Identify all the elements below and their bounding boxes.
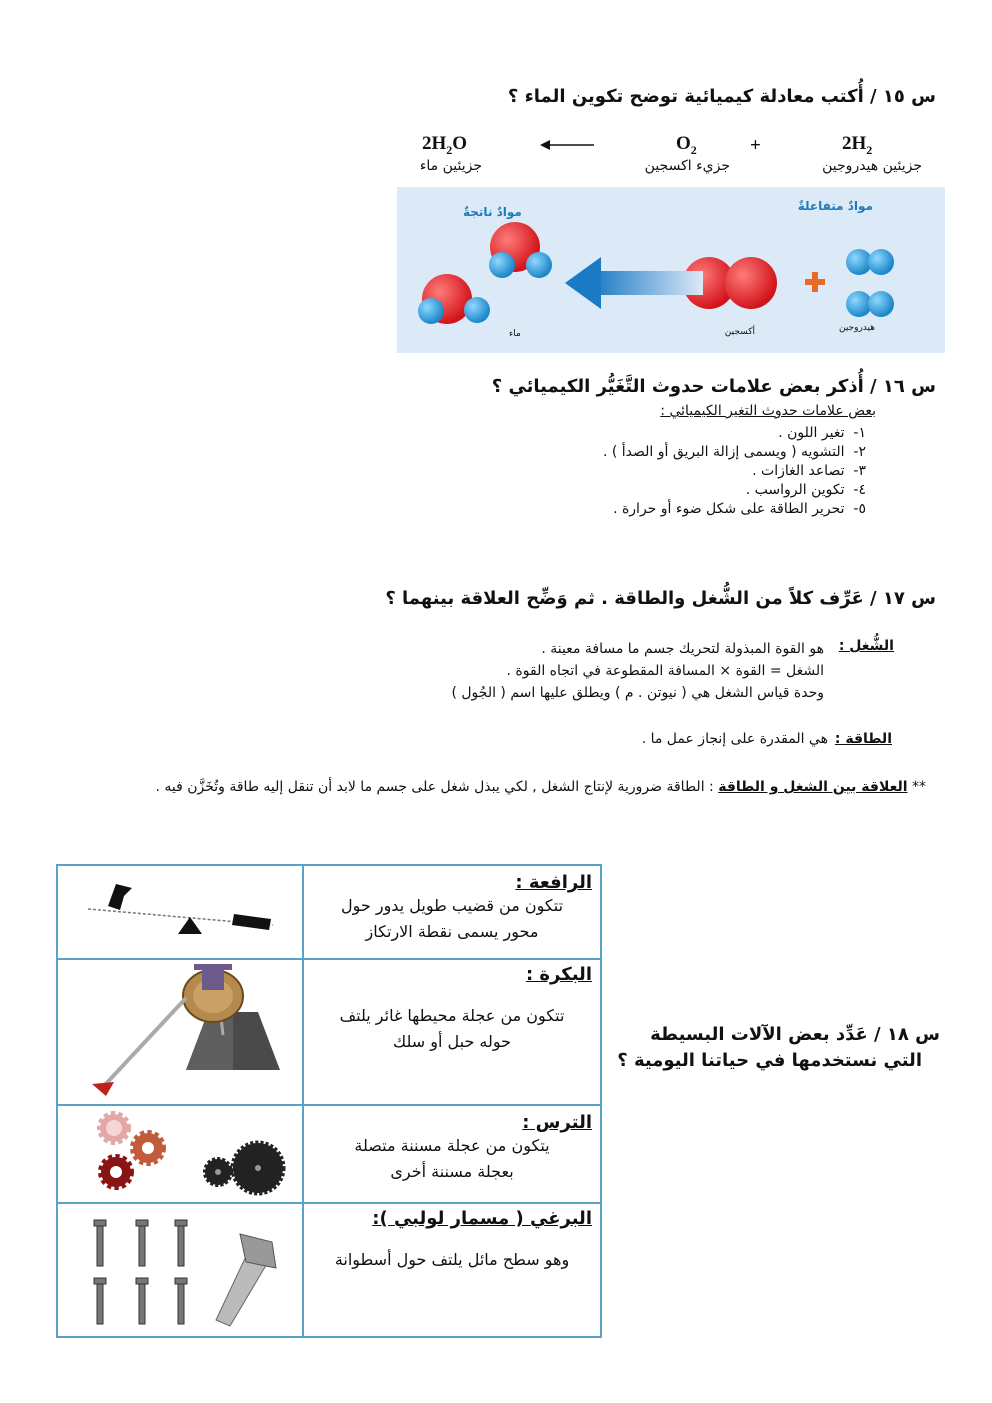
work-line: هو القوة المبذولة لتحريك جسم ما مسافة معينة . — [541, 641, 824, 657]
gear-cell — [303, 1105, 601, 1203]
table-row — [57, 1203, 601, 1337]
work-unit: وحدة قياس الشغل هي ( نيوتن . م ) ويطلق عليها اسم ( الجُول ) — [451, 685, 824, 701]
eq-h2: $2H_2$ — [842, 133, 873, 157]
relation-prefix: ** — [912, 779, 926, 795]
work-definition — [451, 638, 824, 704]
screw-cell — [303, 1203, 601, 1337]
relation-title: العلاقة بين الشغل و الطاقة — [718, 779, 908, 795]
machines-table — [56, 864, 602, 1338]
gear-desc-1: يتكون من عجلة مسننة متصلة — [354, 1136, 550, 1155]
reactants-label: موادٌ متفاعلةٌ — [797, 199, 873, 213]
gear-image — [57, 1105, 303, 1203]
screw-image — [57, 1203, 303, 1337]
pulley-cell — [303, 959, 601, 1105]
reaction-arrow-icon — [565, 257, 703, 309]
q18-title-line2: التي نستخدمها في حياتنا اليومية ؟ — [617, 1050, 922, 1071]
screw-icon — [58, 1204, 302, 1332]
list-item: ٤- تكوين الرواسب . — [745, 482, 866, 498]
water-label: ماء — [509, 329, 521, 339]
energy-title: الطاقة : — [834, 731, 892, 747]
water-molecule — [418, 274, 490, 324]
list-item: ٢- التشويه ( ويسمى إزالة البريق أو الصدأ ) . — [602, 444, 866, 460]
lever-image — [57, 865, 303, 959]
label-hydrogen: جزيئين هيدروجين — [822, 158, 922, 174]
eq-water: $2H_2O$ — [422, 133, 468, 157]
relation-text: : الطاقة ضرورية لإنتاج الشغل , لكي يبذل شغل على جسم ما لابد أن تنقل إليه طاقة وتُخَزَّن فيه . — [155, 779, 719, 795]
plus-icon — [805, 272, 825, 292]
q15-title: س ١٥ / أُكتب معادلة كيميائية توضح تكوين الماء ؟ — [507, 86, 936, 107]
q16-title: س ١٦ / أُذكر بعض علامات حدوث التَّغَيُّر الكيميائي ؟ — [491, 376, 936, 397]
hydrogen-label: هيدروجين — [838, 323, 875, 333]
gear-icon — [58, 1106, 302, 1198]
label-oxygen: جزيء اكسجين — [644, 158, 730, 174]
table-row — [57, 865, 601, 959]
lever-cell — [303, 865, 601, 959]
hydrogen-molecule — [846, 249, 894, 275]
screw-desc-1: وهو سطح مائل يلتف حول أسطوانة — [334, 1250, 570, 1269]
pulley-image — [57, 959, 303, 1105]
label-water: جزيئين ماء — [419, 158, 482, 174]
lever-title: الرافعة : — [515, 872, 592, 893]
eq-plus: + — [750, 135, 761, 156]
pulley-desc-1: تتكون من عجلة محيطها غائر يلتف — [339, 1006, 565, 1025]
relation-line — [155, 779, 926, 795]
q18-title-line1: س ١٨ / عَدِّد بعض الآلات البسيطة — [650, 1024, 940, 1045]
pulley-desc-2: حوله حبل أو سلك — [392, 1032, 512, 1051]
lever-desc-1: تتكون من قضيب طويل يدور حول — [340, 896, 564, 915]
eq-arrow-icon — [540, 138, 596, 152]
energy-definition: هي المقدرة على إنجاز عمل ما . — [641, 731, 828, 747]
q16-subtitle: بعض علامات حدوث التغير الكيميائي : — [660, 403, 876, 419]
hydrogen-molecule — [846, 291, 894, 317]
screw-title: البرغي ( مسمار لولبي ): — [372, 1208, 592, 1229]
table-row — [57, 1105, 601, 1203]
reaction-diagram — [397, 187, 945, 353]
table-row — [57, 959, 601, 1105]
products-label: موادٌ ناتجةٌ — [463, 205, 522, 219]
list-item: ٣- تصاعد الغازات . — [752, 463, 866, 479]
q16-list — [406, 425, 866, 520]
list-item: ١- تغير اللون . — [778, 425, 866, 441]
list-item: ٥- تحرير الطاقة على شكل ضوء أو حرارة . — [613, 501, 866, 517]
q17-title: س ١٧ / عَرِّف كلاً من الشُّغل والطاقة . ثم وَضِّح العلاقة بينهما ؟ — [385, 588, 936, 609]
oxygen-label: أكسجين — [724, 327, 755, 337]
work-formula: الشغل = القوة × المسافة المقطوعة في اتجاه القوة . — [506, 663, 824, 679]
pulley-icon — [58, 960, 302, 1100]
gear-title: الترس : — [522, 1112, 592, 1133]
pulley-title: البكرة : — [525, 964, 592, 985]
water-molecule — [489, 222, 552, 278]
gear-desc-2: بعجلة مسننة أخرى — [390, 1162, 514, 1181]
lever-icon — [58, 866, 302, 954]
eq-o2: $O_2$ — [676, 133, 697, 157]
lever-desc-2: محور يسمى نقطة الارتكاز — [365, 922, 539, 941]
work-title: الشُّغل : — [838, 638, 894, 654]
